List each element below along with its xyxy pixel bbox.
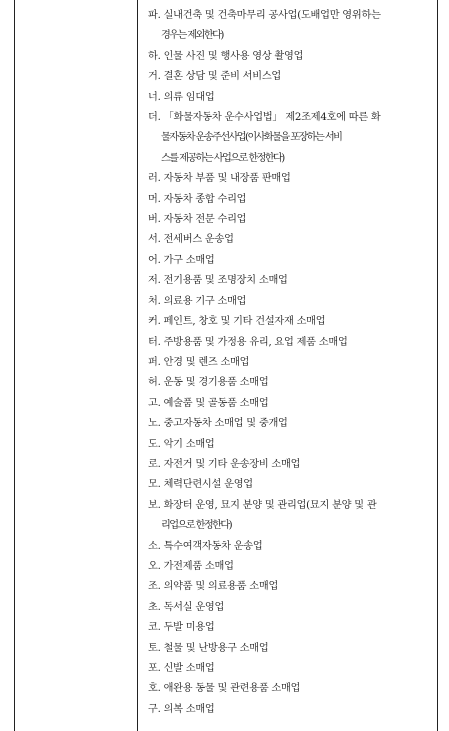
list-item: 너. 의류 임대업 bbox=[148, 91, 215, 103]
list-item: 고. 예술품 및 골동품 소매업 bbox=[148, 397, 269, 409]
list-item: 처. 의료용 기구 소매업 bbox=[148, 295, 247, 307]
table-border-right bbox=[437, 0, 438, 731]
list-item: 토. 철물 및 난방용구 소매업 bbox=[148, 642, 269, 654]
list-item-continuation: 물자동차 운송주선사업(이사화물을 포장하는 서비 bbox=[161, 132, 342, 144]
list-item: 구. 의복 소매업 bbox=[148, 703, 215, 715]
list-item: 파. 실내건축 및 건축마무리 공사업(도배업만 영위하는 bbox=[148, 10, 381, 21]
table-border-left bbox=[14, 0, 15, 731]
list-item: 더. 「화물자동차 운수사업법」 제2조제4호에 따른 화 bbox=[148, 112, 381, 124]
list-item: 포. 신발 소매업 bbox=[148, 663, 215, 674]
list-item: 서. 전세버스 운송업 bbox=[148, 234, 234, 246]
list-item: 호. 애완용 동물 및 관련용품 소매업 bbox=[148, 683, 301, 695]
list-item: 노. 중고자동차 소매업 및 중개업 bbox=[148, 418, 288, 430]
list-item: 초. 독서실 운영업 bbox=[148, 601, 225, 613]
table-border-middle bbox=[137, 0, 138, 731]
list-item-continuation: 리업으로 한정한다) bbox=[161, 520, 231, 532]
list-item: 보. 화장터 운영, 묘지 분양 및 관리업(묘지 분양 및 관 bbox=[148, 499, 377, 511]
list-item: 러. 자동차 부품 및 내장품 판매업 bbox=[148, 173, 291, 185]
list-item: 오. 가전제품 소매업 bbox=[148, 560, 234, 572]
list-item: 커. 페인트, 창호 및 기타 건설자재 소매업 bbox=[148, 316, 326, 328]
list-item: 도. 악기 소매업 bbox=[148, 438, 215, 450]
list-item: 저. 전기용품 및 조명장치 소매업 bbox=[148, 275, 288, 287]
list-item-continuation: 스를 제공하는 사업으로 한정한다) bbox=[161, 152, 284, 164]
list-item: 로. 자전거 및 기타 운송장비 소매업 bbox=[148, 458, 301, 470]
list-item: 어. 가구 소매업 bbox=[148, 254, 215, 266]
list-item: 코. 두발 미용업 bbox=[148, 622, 215, 634]
list-item: 버. 자동차 전문 수리업 bbox=[148, 214, 247, 226]
list-item: 모. 체력단련시설 운영업 bbox=[148, 479, 253, 491]
list-item: 조. 의약품 및 의료용품 소매업 bbox=[148, 581, 279, 593]
list-item: 터. 주방용품 및 가정용 유리, 요업 제품 소매업 bbox=[148, 336, 348, 348]
list-item: 하. 인물 사진 및 행사용 영상 촬영업 bbox=[148, 50, 304, 62]
industry-list bbox=[148, 6, 436, 720]
list-item: 소. 특수여객자동차 운송업 bbox=[148, 540, 263, 552]
list-item: 허. 운동 및 경기용품 소매업 bbox=[148, 377, 269, 389]
list-item-continuation: 경우는 제외한다) bbox=[161, 30, 223, 42]
list-item: 머. 자동차 종합 수리업 bbox=[148, 193, 247, 205]
list-item: 퍼. 안경 및 렌즈 소매업 bbox=[148, 356, 250, 368]
list-item: 거. 결혼 상담 및 준비 서비스업 bbox=[148, 71, 282, 83]
